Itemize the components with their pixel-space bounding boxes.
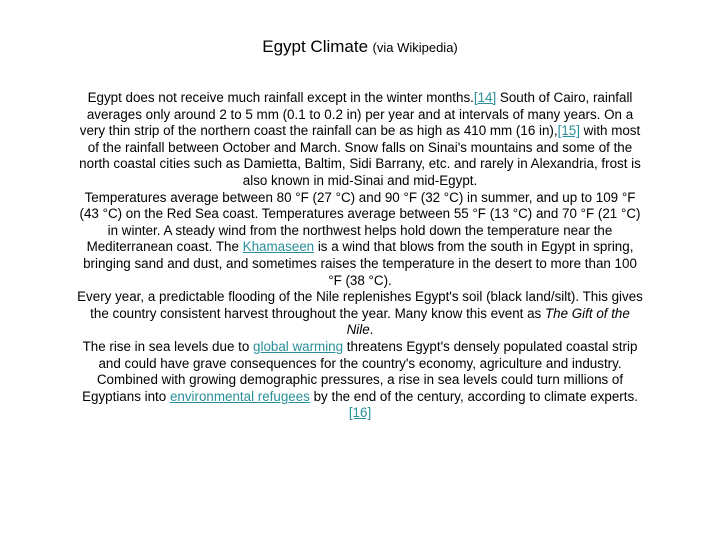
citation-link-15[interactable]: [15] (557, 123, 580, 139)
text-span: South of Cairo, rainfall averages only around 2 to 5 mm (0.1 to 0.2 in) per year and at intervals of many years. On a very thin strip of the northern coast the rainfall can be as high as 410 mm (16 in), (79, 90, 634, 139)
text-span: with most of the rainfall between October and March. Snow falls on Sinai's mountains and some of the north coastal cities such as Damietta, Baltim, Sidi Barrany, etc. and rarely in Alexandria, frost is also known in mid-Sinai and mid-Egypt. (79, 123, 641, 188)
text-span: Temperatures average between 80 °F (27 °C) and 90 °F (32 °C) in summer, and up to 109 °F (43 °C) on the Red Sea coast. Temperatures average between 55 °F (13 °C) and 70 °F (21 °C) in winter. A steady wind from the northwest helps hold down the temperature near the Mediterranean coast. The (79, 189, 641, 255)
paragraph-nile-flooding (76, 289, 644, 339)
title-main: Egypt Climate (262, 37, 369, 56)
paragraph-rainfall (76, 90, 644, 190)
global-warming-link[interactable]: global warming (253, 338, 344, 354)
citation-link-16[interactable]: [16] (348, 405, 372, 421)
gift-of-the-nile-text: The Gift of the Nile (346, 305, 630, 338)
text-span: Every year, a predictable flooding of the Nile replenishes Egypt's soil (black land/silt). This gives the country consistent harvest throughout the year. Many know this event as (77, 289, 643, 321)
text-span: Egypt does not receive much rainfall except in the winter months. (87, 90, 474, 105)
paragraph-sea-levels (76, 339, 644, 422)
khamaseen-link[interactable]: Khamaseen (242, 239, 315, 255)
text-span: by the end of the century, according to climate experts. (309, 388, 638, 404)
title-source: (via Wikipedia) (372, 40, 458, 55)
text-span: . (369, 322, 374, 338)
environmental-refugees-link[interactable]: environmental refugees (169, 388, 310, 404)
text-span: The rise in sea levels due to (82, 338, 254, 354)
citation-link-14[interactable]: [14] (473, 90, 497, 105)
text-span: threatens Egypt's densely populated coastal strip and could have grave consequences for the country's economy, agriculture and industry. Combined with growing demographic pressures, a rise in sea levels could turn millions of Egyptians into (82, 338, 638, 404)
article-body (76, 90, 644, 422)
page-title (0, 36, 720, 59)
paragraph-temperatures (76, 190, 644, 290)
text-span: is a wind that blows from the south in Egypt in spring, bringing sand and dust, and sometimes raises the temperature in the desert to more than 100 °F (38 °C). (83, 239, 637, 288)
